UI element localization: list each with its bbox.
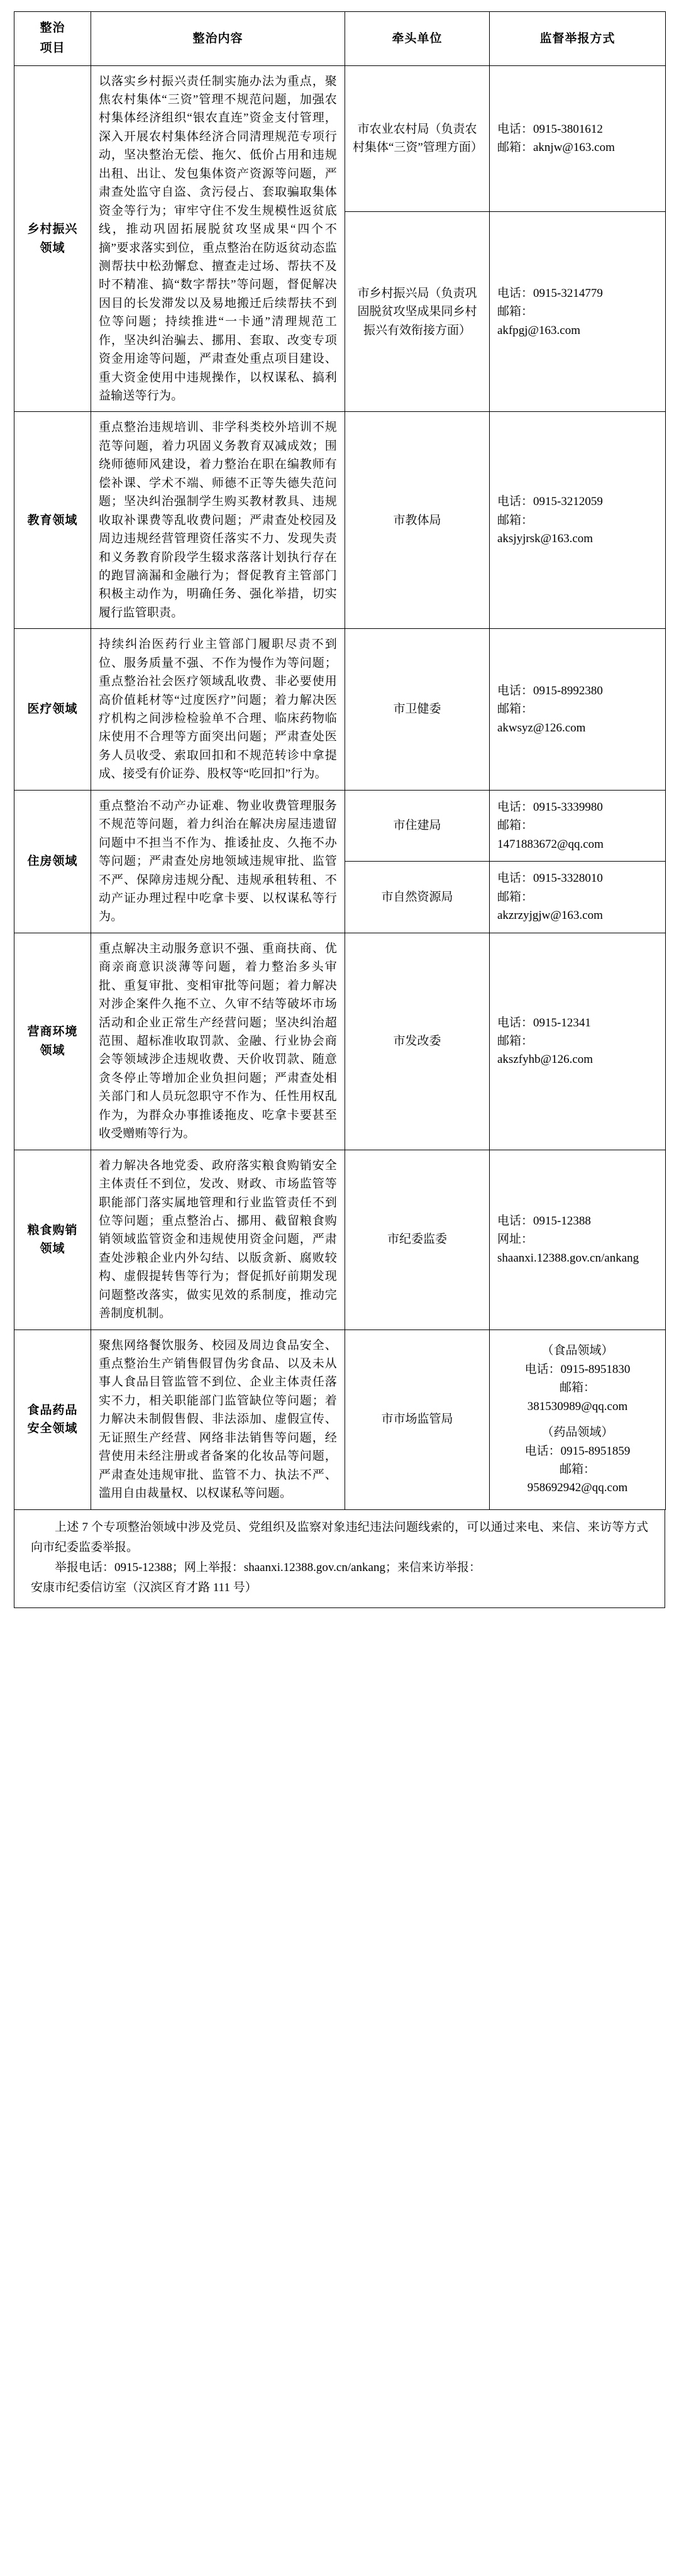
row-lead-unit: 市自然资源局: [345, 862, 490, 933]
row-report-method: [490, 862, 666, 933]
table-row: [14, 412, 666, 629]
report-email-label: 邮箱：: [497, 702, 534, 716]
report-phone: 电话：0915-8992380: [497, 684, 603, 697]
row-lead-unit: 市卫健委: [345, 629, 490, 791]
table-header-row: [14, 12, 666, 66]
table-row: [14, 933, 666, 1150]
footer-note: [14, 1510, 665, 1608]
row-category: 粮食购销领域: [14, 1150, 91, 1330]
report-email: 邮箱：aknjw@163.com: [497, 141, 615, 155]
row-report-method: [490, 412, 666, 629]
report-email-label: 邮箱：: [497, 819, 534, 833]
report-email-label: 邮箱：: [497, 513, 534, 527]
row-category: 食品药品安全领域: [14, 1330, 91, 1509]
report-email: akzrzyjgjw@163.com: [497, 909, 603, 923]
row-report-method: [490, 1150, 666, 1330]
row-lead-unit: 市市场监管局: [345, 1330, 490, 1509]
row-category: 教育领域: [14, 412, 91, 629]
report-email-label-drug: 邮箱：: [559, 1462, 595, 1476]
report-group-title-food: （食品领域）: [541, 1344, 614, 1358]
row-report-method: [490, 629, 666, 791]
table-header: [14, 12, 666, 66]
row-report-method: [490, 212, 666, 412]
row-content: 持续纠治医药行业主管部门履职尽责不到位、服务质量不强、不作为慢作为等问题；重点整治社会医疗领域乱收费、非必要使用高价值耗材等“过度医疗”问题；着力解决医疗机构之间涉检检验单不合理、临床药物临床使用不合理等方面突出问题；严肃查处医务人员收受、索取回扣和不规范转诊中拿提成、接受有价证券、股权等“吃回扣”行为。: [91, 629, 345, 791]
header-cell-report-method: 监督举报方式: [490, 12, 666, 66]
footer-line-2: 举报电话：0915-12388；网上举报：shaanxi.12388.gov.cn/ankang；来信来访举报：: [55, 1561, 481, 1575]
report-website-label: 网址：: [497, 1233, 534, 1246]
report-email: akwsyz@126.com: [497, 721, 586, 735]
report-email-label-food: 邮箱：: [559, 1381, 595, 1395]
rectification-table: [14, 11, 666, 1510]
row-lead-unit: 市乡村振兴局（负责巩固脱贫攻坚成果同乡村振兴有效衔接方面）: [345, 212, 490, 412]
footer-line-3: 安康市纪委信访室（汉滨区育才路 111 号）: [31, 1581, 257, 1595]
row-lead-unit: 市纪委监委: [345, 1150, 490, 1330]
header-category-line1: 整治: [40, 21, 65, 35]
report-phone: 电话：0915-3212059: [497, 495, 603, 509]
report-phone: 电话：0915-12388: [497, 1214, 591, 1228]
report-phone: 电话：0915-3328010: [497, 872, 603, 886]
row-content: 以落实乡村振兴责任制实施办法为重点，聚焦农村集体“三资”管理不规范问题，加强农村集体经济组织“银农直连”资金支付管理，深入开展农村集体经济合同清理规范专项行动，坚决整治无偿、拖欠、低价占用和违规出租、出让、发包集体资产资源等问题，严肃查处监守自盗、贪污侵占、套取骗取集体资金等行为；审牢守住不发生规模性返贫底线，推动巩固拓展脱贫攻坚成果“四个不摘”要求落实到位，重点整治在防返贫动态监测帮扶中松劲懈怠、擅查走过场、帮扶不及时不精准、搞“数字帮扶”等问题，督促解决因目的长发滞发以及易地搬迁后续帮扶不到位等问题；持续推进“一卡通”清理规范工作，坚决纠治骗去、挪用、套取、改变专项资金用途等问题，严肃查处重点项目建设、重大资金使用中违规操作，以权谋私、搞利益输送等行为。: [91, 65, 345, 412]
table-row: [14, 1330, 666, 1509]
footer-line-1: 上述 7 个专项整治领域中涉及党员、党组织及监察对象违纪违法问题线索的，可以通过来电、来信、来访等方式向市纪委监委举报。: [31, 1520, 648, 1554]
row-report-method: [490, 1330, 666, 1509]
row-category: 乡村振兴领域: [14, 65, 91, 412]
row-lead-unit: 市教体局: [345, 412, 490, 629]
row-lead-unit: 市发改委: [345, 933, 490, 1150]
row-content: 着力解决各地党委、政府落实粮食购销安全主体责任不到位，发改、财政、市场监管等职能部门落实属地管理和行业监管责任不到位等问题；重点整治占、挪用、截留粮食购销领域监管资金和违规使用资金问题，严肃查处涉粮企业内外勾结、以版贪新、腐败较构、虚假提转售等行为；督促抓好前期发现问题整改落实，做实见效的系制度，推动完善制度机制。: [91, 1150, 345, 1330]
row-category: 营商环境领域: [14, 933, 91, 1150]
report-phone-drug: 电话：0915-8951859: [524, 1444, 631, 1458]
report-group-divider: [497, 1416, 658, 1423]
report-phone: 电话：0915-12341: [497, 1016, 591, 1030]
report-email: 1471883672@qq.com: [497, 837, 604, 851]
report-email-label: 邮箱：: [497, 1035, 534, 1048]
report-email: aksjyjrsk@163.com: [497, 532, 593, 546]
table-row: [14, 1150, 666, 1330]
row-content: 重点整治不动产办证难、物业收费管理服务不规范等问题，着力纠治在解决房屋违遗留问题中不担当不作为、推诿扯皮、久拖不办等问题；严肃查处房地领域违规审批、监管不严、保障房违规分配、违规承租转租、不动产证办理过程中吃拿卡要、以权谋私等行为。: [91, 790, 345, 933]
row-content: 聚焦网络餐饮服务、校园及周边食品安全、重点整治生产销售假冒伪劣食品、以及未从事人食品目管监管不到位、企业主体责任落实不力，相关职能部门监管缺位等问题；着力解决未制假售假、非法添加、虚假宣传、无证照生产经营、网络非法销售等问题，经营使用未经注册或者备案的化妆品等问题，严肃查处违规审批、监管不力、执法不严、滥用自由裁量权、以权谋私等问题。: [91, 1330, 345, 1509]
row-content: 重点解决主动服务意识不强、重商扶商、优商亲商意识淡薄等问题，着力整治多头审批、重复审批、变相审批等问题；着力解决对涉企案件久拖不立、久审不结等破坏市场活动和企业正常生产经营问题；坚决纠治超范围、超标准收取罚款、金融、行业协会商会等领域涉企违规收费、天价收罚款、随意贪冬停止等增加企业负担问题；严肃查处相关部门和人员玩忽职守不作为、任性用权乱作为，为群众办事推诿拖皮、吃拿卡要甚至收受赠贿等行为。: [91, 933, 345, 1150]
table-row: [14, 790, 666, 862]
row-report-method: [490, 790, 666, 862]
row-category: 住房领域: [14, 790, 91, 933]
header-cell-lead-unit: 牵头单位: [345, 12, 490, 66]
header-cell-category: [14, 12, 91, 66]
report-phone: 电话：0915-3801612: [497, 122, 603, 136]
report-phone: 电话：0915-3214779: [497, 286, 603, 300]
header-cell-content: 整治内容: [91, 12, 345, 66]
table-body: [14, 65, 666, 1509]
row-content: 重点整治违规培训、非学科类校外培训不规范等问题，着力巩固义务教育双减成效；围绕师德师风建设，着力整治在职在编教师有偿补课、学术不端、师德不正等失德失范问题；坚决纠治强制学生购买教材教具、违规收取补课费等乱收费问题；严肃查处校园及周边违规经营管理资任落实不力、发现失责和义务教育阶段学生辍求落落计划执行存在的跑冒滴漏和金融行为；督促教育主管部门积极主动作为，明确任务、强化举措，切实履行监管职责。: [91, 412, 345, 629]
report-email-drug: 958692942@qq.com: [527, 1481, 628, 1495]
row-lead-unit: 市住建局: [345, 790, 490, 862]
report-email: akfpgj@163.com: [497, 323, 580, 337]
row-category: 医疗领域: [14, 629, 91, 791]
report-email: akszfyhb@126.com: [497, 1053, 593, 1067]
report-phone: 电话：0915-3339980: [497, 800, 603, 814]
report-website: shaanxi.12388.gov.cn/ankang: [497, 1251, 639, 1265]
row-report-method: [490, 65, 666, 212]
row-report-method: [490, 933, 666, 1150]
report-email-food: 381530989@qq.com: [527, 1399, 628, 1413]
table-row: [14, 65, 666, 212]
report-email-label: 邮箱：: [497, 890, 534, 904]
table-row: [14, 629, 666, 791]
row-lead-unit: 市农业农村局（负责农村集体“三资”管理方面）: [345, 65, 490, 212]
header-category-line2: 项目: [40, 42, 65, 55]
report-group-title-drug: （药品领域）: [541, 1426, 614, 1440]
report-phone-food: 电话：0915-8951830: [524, 1362, 631, 1376]
report-email-label: 邮箱：: [497, 305, 534, 319]
